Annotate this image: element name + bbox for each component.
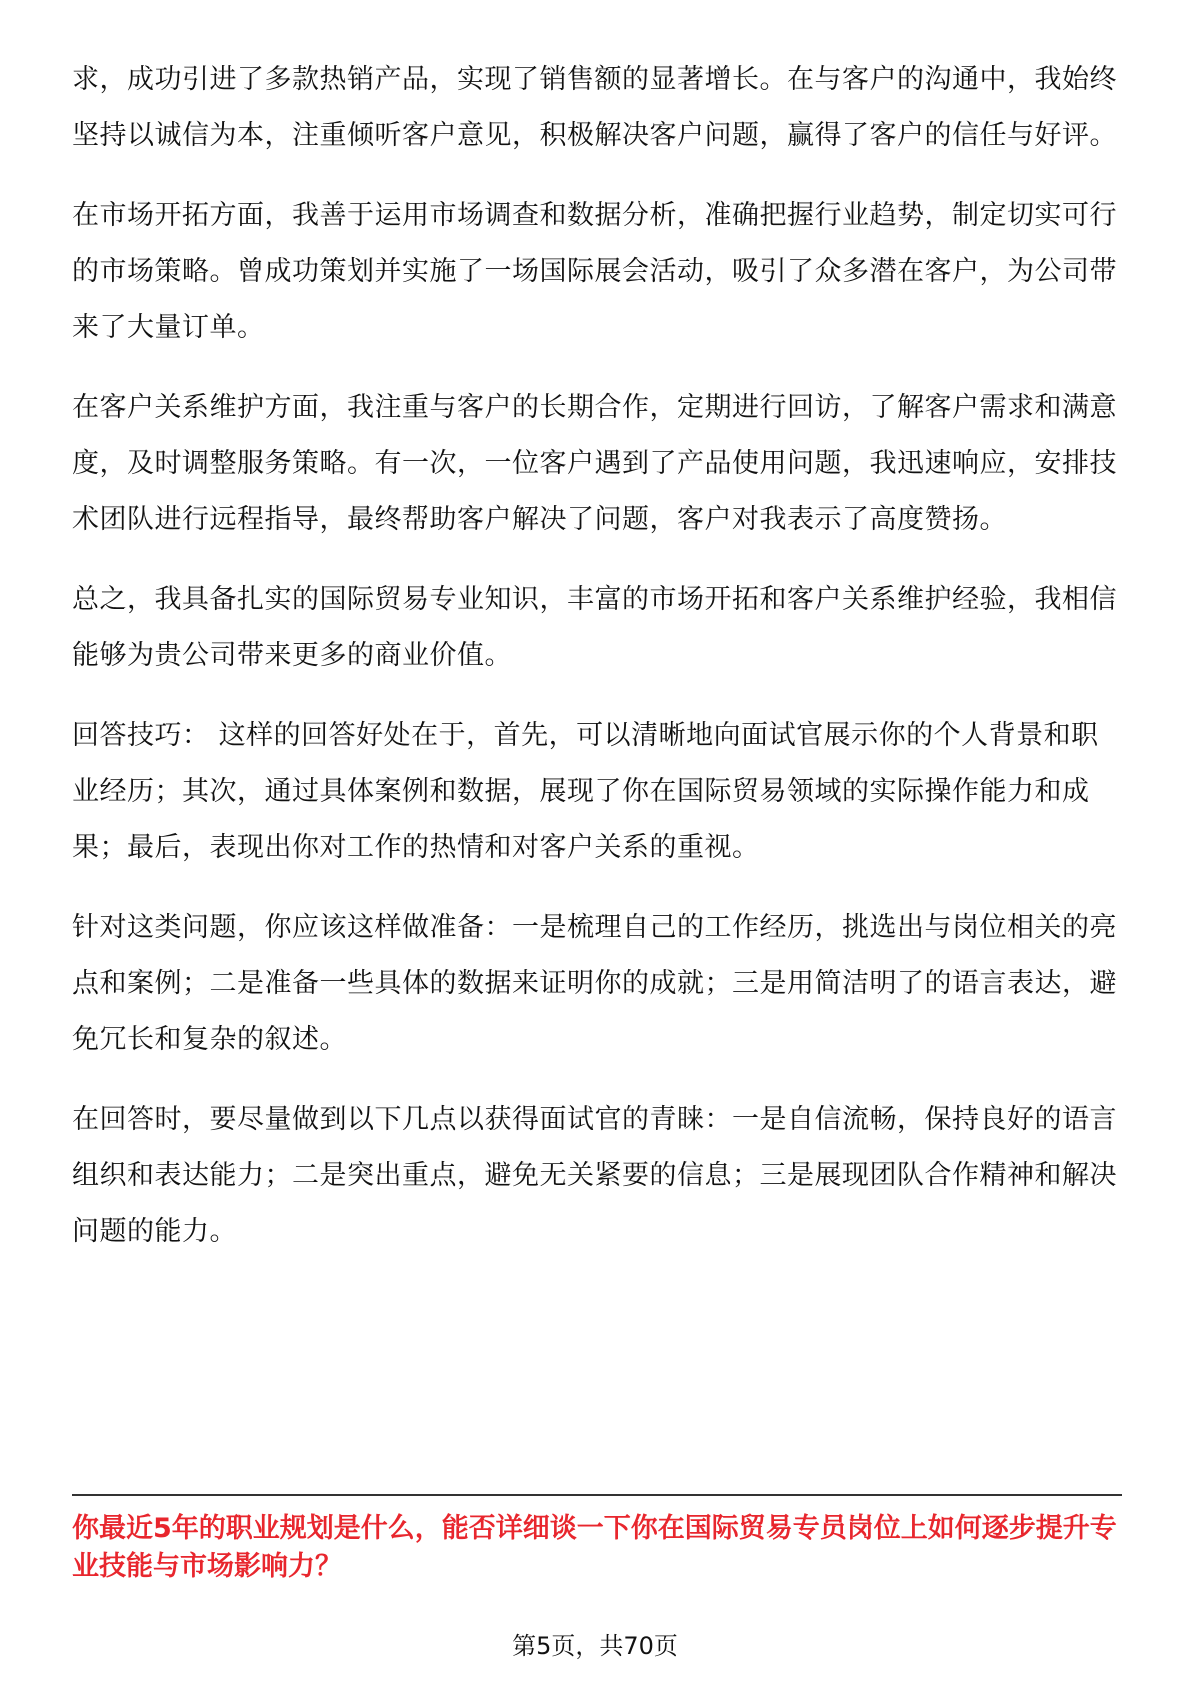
page-number: 第5页，共70页 (512, 1632, 678, 1660)
paragraph: 回答技巧： 这样的回答好处在于，首先，可以清晰地向面试官展示你的个人背景和职业经历；其次，通过具体案例和数据，展现了你在国际贸易领域的实际操作能力和成果；最后，表现出你对工作的热情和对客户关系的重视。 (72, 720, 1099, 863)
section-divider (72, 1494, 1122, 1496)
paragraph: 总之，我具备扎实的国际贸易专业知识，丰富的市场开拓和客户关系维护经验，我相信能够为贵公司带来更多的商业价值。 (72, 584, 1117, 671)
paragraph: 在市场开拓方面，我善于运用市场调查和数据分析，准确把握行业趋势，制定切实可行的市场策略。曾成功策划并实施了一场国际展会活动，吸引了众多潜在客户，为公司带来了大量订单。 (72, 200, 1117, 343)
paragraph: 在回答时，要尽量做到以下几点以获得面试官的青睐：一是自信流畅，保持良好的语言组织和表达能力；二是突出重点，避免无关紧要的信息；三是展现团队合作精神和解决问题的能力。 (72, 1104, 1117, 1247)
paragraph: 针对这类问题，你应该这样做准备：一是梳理自己的工作经历，挑选出与岗位相关的亮点和案例；二是准备一些具体的数据来证明你的成就；三是用简洁明了的语言表达，避免冗长和复杂的叙述。 (72, 912, 1117, 1055)
document-body (72, 52, 1122, 1284)
question-heading: 你最近5年的职业规划是什么，能否详细谈一下你在国际贸易专员岗位上如何逐步提升专业技能与市场影响力？ (72, 1513, 1117, 1582)
paragraph: 在客户关系维护方面，我注重与客户的长期合作，定期进行回访，了解客户需求和满意度，及时调整服务策略。有一次，一位客户遇到了产品使用问题，我迅速响应，安排技术团队进行远程指导，最终帮助客户解决了问题，客户对我表示了高度赞扬。 (72, 392, 1117, 535)
paragraph: 求，成功引进了多款热销产品，实现了销售额的显著增长。在与客户的沟通中，我始终坚持以诚信为本，注重倾听客户意见，积极解决客户问题，赢得了客户的信任与好评。 (72, 64, 1117, 151)
